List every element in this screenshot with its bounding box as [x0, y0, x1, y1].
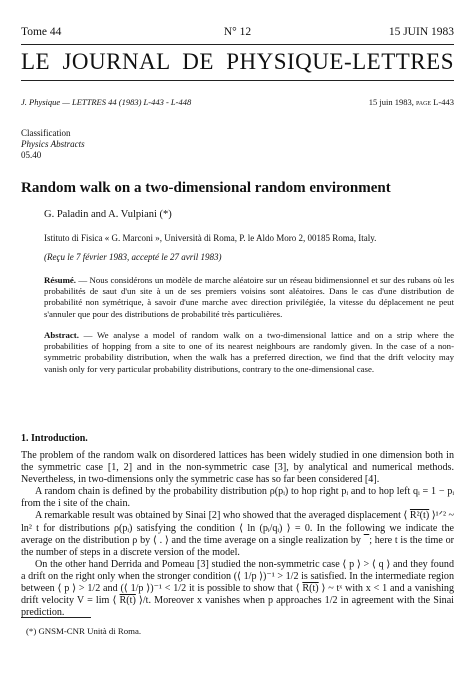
body-text: [21, 450, 454, 619]
citation-date: 15 juin 1983,: [368, 97, 414, 107]
p4-part-a: On the other hand Derrida and Pomeau [3] studied the non-symmetric case ⟨ p ⟩ > ⟨ q ⟩ and they found a drift on the right only when the stronger condition (⟨ 1/p ⟩)⁻¹ > 1/2 is satisfied. In the intermediate region between ⟨ p ⟩ > 1/2 and (⟨ 1/p ⟩)⁻¹ < 1/2 it is possible to show that ⟨: [21, 558, 454, 595]
p3-part-a: A remarkable result was obtained by Sinai [2] who showed that the averaged displacement ⟨: [35, 510, 410, 522]
journal-title: LE JOURNAL DE PHYSIQUE-LETTRES: [21, 49, 454, 74]
section-heading: 1. Introduction.: [21, 433, 88, 444]
p3-part-b: ⟩¹ᐟ² ~ ln² t for distributions ρ(pᵢ) satisfying the condition ⟨ ln (pᵢ/qᵢ) ⟩ = 0. In the following we indicate the average on the distribution ρ by ⟨ . ⟩ and the time average on a single realization by: [21, 510, 454, 546]
citation-date-page: [369, 97, 454, 107]
body-paragraph-3: [21, 510, 454, 558]
article-affiliation: Istituto di Fisica « G. Marconi », Università di Roma, P. le Aldo Moro 2, 00185 Roma, Italy.: [44, 233, 377, 243]
body-paragraph-2: A random chain is defined by the probability distribution ρ(pᵢ) to hop right pᵢ and to hop left qᵢ = 1 − pᵢ from the i site of the chain.: [21, 486, 454, 510]
p4-part-b: ⟩ ~ tˣ with x < 1 and a vanishing drift velocity V = lim ⟨: [21, 583, 454, 607]
resume-label: Résumé.: [44, 275, 77, 285]
resume-paragraph: [44, 275, 454, 320]
classification-block: [21, 128, 85, 161]
p4-overlined-1: R(t): [302, 583, 319, 595]
issue-number: N° 12: [223, 26, 252, 38]
abstract-text: — We analyse a model of random walk on a two-dimensional lattice and on a strip where the probabilities of hopping from a site to one of its nearest neighbours are randomly given. In the case of a non-symmetric probability distribution, when the walk has a preferred direction, we find that the drift velocity may vanish only for very particular probability distributions, contrary to the one-dimensional case.: [44, 330, 454, 374]
citation-reference: J. Physique — LETTRES 44 (1983) L-443 - L-448: [21, 97, 192, 107]
p3-overlined-1: R²(t): [409, 510, 430, 522]
header-rule-bottom: [21, 80, 454, 81]
footnote: (*) GNSM-CNR Unità di Roma.: [26, 626, 142, 636]
issue-date: 15 JUIN 1983: [388, 26, 454, 38]
citation-line: [21, 97, 454, 109]
p3-part-c: ; here t is the time or the number of steps in a discrete version of the model.: [21, 534, 455, 558]
classification-scheme: Physics Abstracts: [21, 139, 85, 149]
body-paragraph-1: The problem of the random walk on disordered lattices has been widely studied in one dimension both in the symmetric case [1, 2] and in the non-symmetric case [3], by analytical and numerical methods. Nevertheless, in two-dimensions only the symmetric case has so far been considered [4].: [21, 450, 454, 486]
article-authors: G. Paladin and A. Vulpiani (*): [44, 209, 172, 220]
footnote-rule: [21, 617, 91, 618]
header-rule-top: [21, 44, 454, 45]
abstract-paragraph: [44, 330, 454, 375]
classification-code: 05.40: [21, 150, 42, 160]
p4-overlined-2: R(t): [119, 595, 136, 607]
resume-text: — Nous considérons un modèle de marche aléatoire sur un réseau bidimensionnel et sur des rubans où les probabilités de saut d'un site à un de ses premiers voisins sont aléatoires. Dans le cas d'une distribution de probabilité non symétrique, à savoir d'une marche avec direction privilégiée, la vitesse du déplacement ne peut s'annuler que pour des distributions de probabilité très particulières.: [44, 275, 454, 319]
received-dates: (Reçu le 7 février 1983, accepté le 27 avril 1983): [44, 252, 222, 262]
p4-part-c: ⟩/t. Moreover x vanishes when p approaches 1/2 in agreement with the Sinai prediction.: [21, 595, 454, 619]
body-paragraph-4: [21, 559, 454, 619]
citation-page: page L-443: [415, 97, 454, 107]
article-title: Random walk on a two-dimensional random environment: [21, 180, 391, 196]
abstract-label: Abstract.: [44, 330, 79, 340]
classification-label: Classification: [21, 128, 71, 138]
running-header: [21, 26, 454, 40]
volume-label: Tome 44: [21, 26, 62, 38]
